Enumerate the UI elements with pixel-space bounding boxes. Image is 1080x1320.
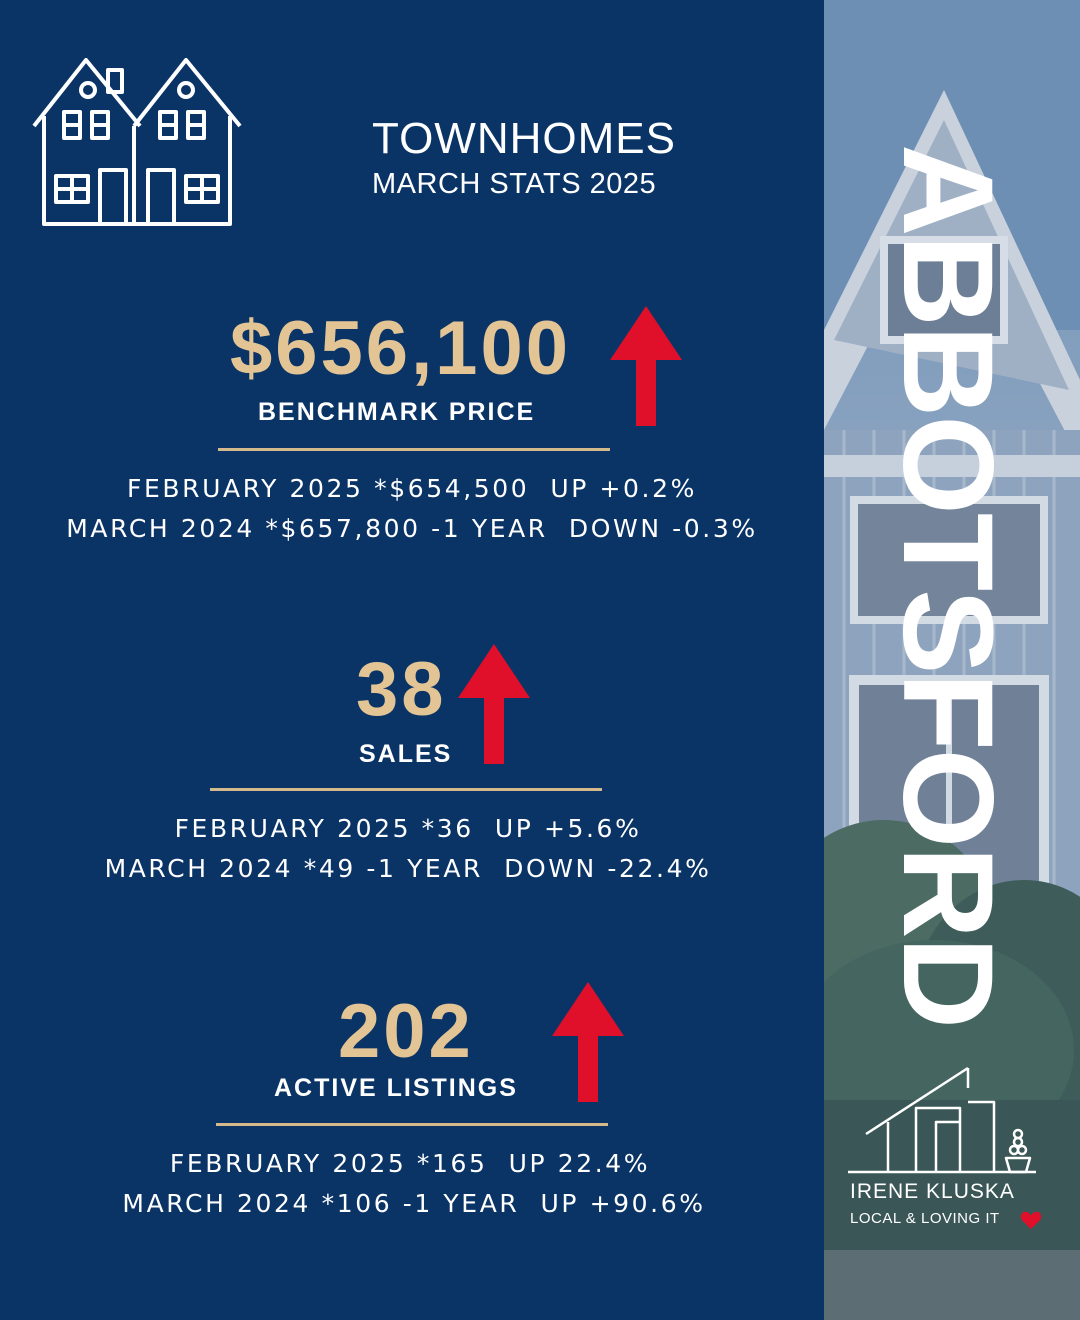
listings-compare-year: MARCH 2024 *106 -1 YEAR UP +90.6%	[122, 1189, 706, 1218]
brand-tagline: LOCAL & LOVING IT	[850, 1210, 1000, 1227]
page-title: TOWNHOMES	[372, 114, 676, 163]
benchmark-price-value: $656,100	[230, 306, 571, 391]
sales-value: 38	[356, 647, 447, 732]
sales-compare-month: FEBRUARY 2025 *36 UP +5.6%	[174, 814, 642, 843]
benchmark-price-label: BENCHMARK PRICE	[258, 398, 536, 426]
house-logo-icon	[848, 1062, 1044, 1182]
arrow-up-icon	[458, 644, 530, 764]
active-listings-value: 202	[338, 989, 474, 1074]
heart-icon	[1020, 1210, 1042, 1230]
benchmark-compare-month: FEBRUARY 2025 *$654,500 UP +0.2%	[127, 474, 697, 503]
sales-compare-year: MARCH 2024 *49 -1 YEAR DOWN -22.4%	[104, 854, 712, 883]
townhouse-icon	[30, 52, 244, 232]
arrow-up-icon	[552, 982, 624, 1102]
benchmark-compare-year: MARCH 2024 *$657,800 -1 YEAR DOWN -0.3%	[66, 514, 758, 543]
city-name-text: ABBOTSFORD	[876, 143, 1020, 1027]
listings-compare-month: FEBRUARY 2025 *165 UP 22.4%	[169, 1149, 651, 1178]
active-listings-label: ACTIVE LISTINGS	[274, 1074, 518, 1102]
divider	[210, 788, 602, 791]
divider	[218, 448, 610, 451]
city-name	[838, 143, 1058, 1027]
divider	[216, 1123, 608, 1126]
page-subtitle: MARCH STATS 2025	[372, 168, 657, 200]
arrow-up-icon	[610, 306, 682, 426]
sales-label: SALES	[359, 740, 453, 768]
brand-name: IRENE KLUSKA	[850, 1180, 1015, 1203]
